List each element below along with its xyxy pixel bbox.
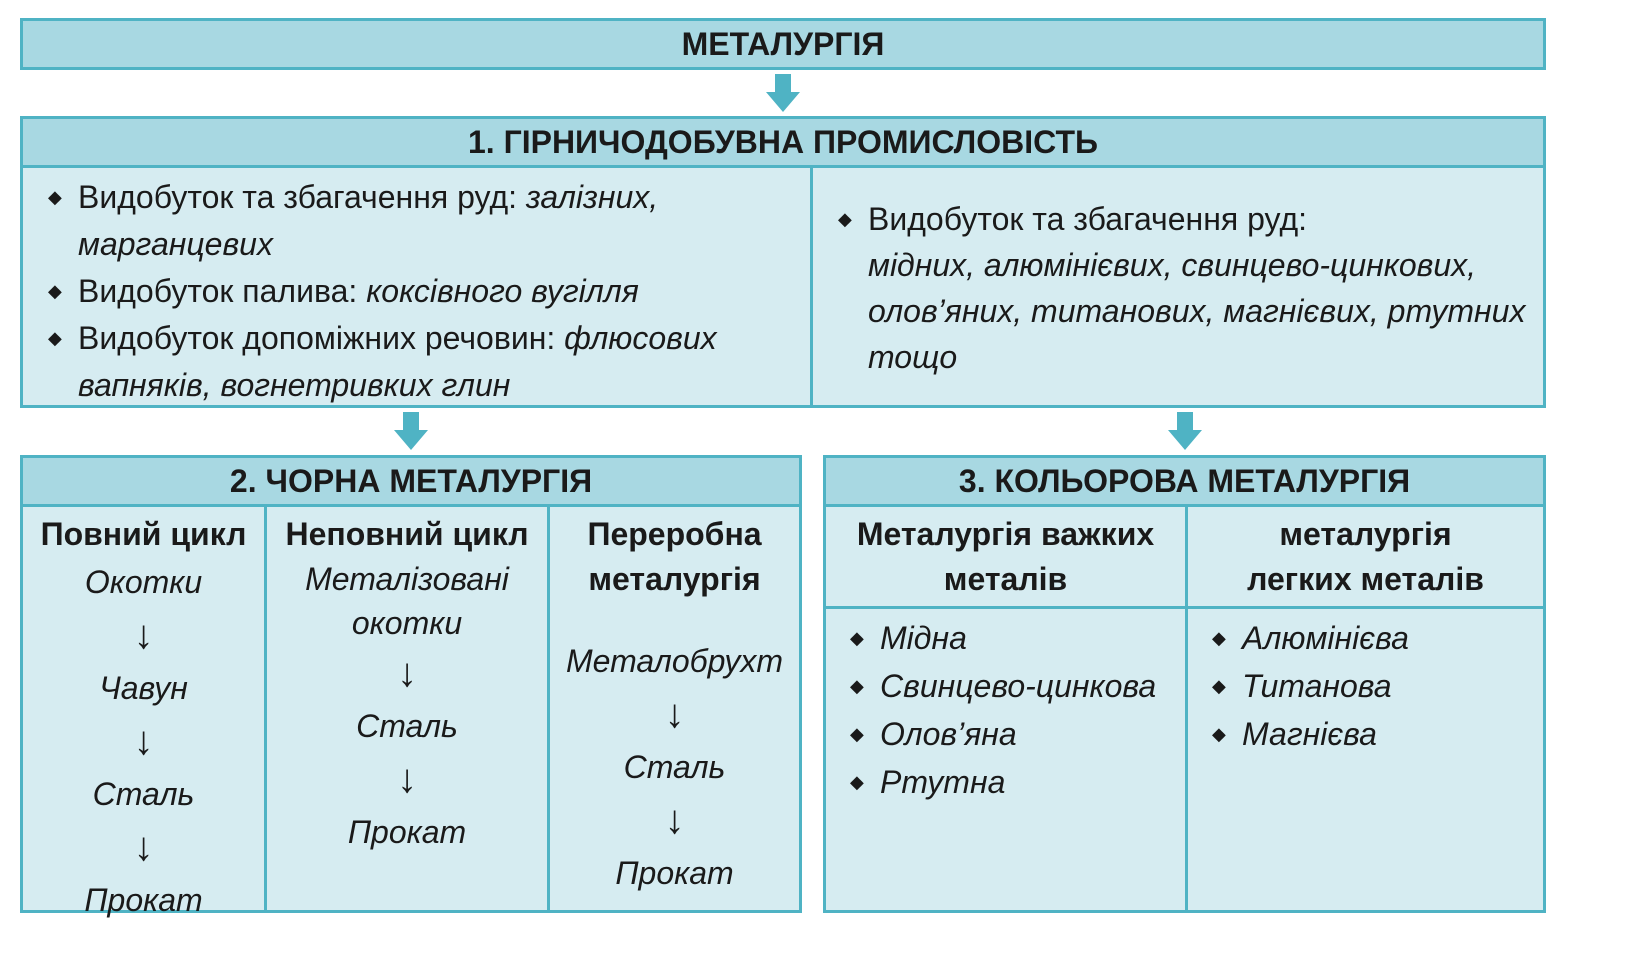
down-arrow-icon: ↓ bbox=[133, 825, 154, 869]
flow-step: Сталь bbox=[356, 708, 458, 744]
list-item bbox=[48, 315, 788, 409]
item-label: Видобуток та збагачення руд: bbox=[78, 179, 526, 215]
full-cycle-column bbox=[23, 512, 264, 925]
mining-right-list bbox=[838, 196, 1528, 380]
nonferrous-head-line bbox=[823, 606, 1546, 609]
flow-step: Чавун bbox=[99, 670, 188, 706]
list-item bbox=[838, 196, 1528, 380]
list-item: ◆ Олов’яна bbox=[850, 710, 1180, 758]
item-label: Видобуток палива: bbox=[78, 273, 367, 309]
list-item: ◆ Мідна bbox=[850, 614, 1180, 662]
nonferrous-header bbox=[823, 455, 1546, 507]
list-item bbox=[48, 268, 788, 315]
light-list bbox=[1212, 614, 1532, 758]
down-arrow-icon bbox=[766, 74, 800, 112]
flow-step: Сталь bbox=[623, 749, 726, 785]
item-detail: коксівного вугілля bbox=[366, 273, 639, 309]
partial-cycle-head: Неповний цикл bbox=[285, 516, 529, 552]
down-arrow-icon bbox=[1168, 412, 1202, 450]
recycle-column bbox=[550, 512, 799, 898]
flow-step: Сталь bbox=[92, 776, 195, 812]
list-item bbox=[48, 174, 788, 268]
ferrous-header bbox=[20, 455, 802, 507]
heavy-list bbox=[850, 614, 1180, 806]
partial-cycle-column bbox=[267, 512, 547, 857]
list-item: ◆ Титанова bbox=[1212, 662, 1532, 710]
mining-left-list bbox=[48, 174, 788, 409]
item-label: Видобуток та збагачення руд: bbox=[868, 201, 1308, 237]
nonferrous-title: 3. КОЛЬОРОВА МЕТАЛУРГІЯ bbox=[958, 462, 1411, 499]
down-arrow-icon: ↓ bbox=[133, 613, 154, 657]
mining-header bbox=[20, 116, 1546, 168]
list-item: ◆ Свинцево-цинкова bbox=[850, 662, 1180, 710]
list-item: ◆ Магнієва bbox=[1212, 710, 1532, 758]
down-arrow-icon: ↓ bbox=[664, 798, 685, 842]
main-title-box bbox=[20, 18, 1546, 70]
mining-title: 1. ГІРНИЧОДОБУВНА ПРОМИСЛОВІСТЬ bbox=[467, 123, 1098, 160]
item-detail: залізних, марганцевих bbox=[78, 179, 659, 262]
flow-step: Металізовані окотки bbox=[305, 561, 509, 641]
light-head-cell bbox=[1188, 512, 1543, 602]
full-cycle-head: Повний цикл bbox=[40, 516, 247, 552]
down-arrow-icon bbox=[394, 412, 428, 450]
item-detail: мідних, алюмінієвих, свинцево-цинкових, олов’яних, титанових, магнієвих, ртутних тощо bbox=[868, 247, 1526, 375]
ferrous-title: 2. ЧОРНА МЕТАЛУРГІЯ bbox=[229, 462, 593, 499]
list-item: ◆ Ртутна bbox=[850, 758, 1180, 806]
item-label: Видобуток допоміжних речовин: bbox=[78, 320, 565, 356]
flow-step: Окотки bbox=[84, 564, 203, 600]
recycle-head: Переробна металургія bbox=[587, 516, 762, 597]
flow-step: Прокат bbox=[347, 814, 467, 850]
flow-step: Прокат bbox=[615, 855, 734, 891]
main-title: МЕТАЛУРГІЯ bbox=[681, 25, 885, 62]
light-head: металургія легких металів bbox=[1247, 516, 1484, 597]
flow-step: Прокат bbox=[84, 882, 203, 918]
list-item: ◆ Алюмінієва bbox=[1212, 614, 1532, 662]
down-arrow-icon: ↓ bbox=[397, 651, 417, 695]
down-arrow-icon: ↓ bbox=[397, 757, 417, 801]
mining-divider bbox=[810, 168, 813, 408]
down-arrow-icon: ↓ bbox=[664, 692, 685, 736]
heavy-head: Металургія важких металів bbox=[856, 516, 1155, 597]
flow-step: Металобрухт bbox=[565, 643, 784, 679]
heavy-head-cell bbox=[826, 512, 1185, 602]
down-arrow-icon: ↓ bbox=[133, 719, 154, 763]
item-detail: флюсових вапняків, вогнетривких глин bbox=[78, 320, 717, 403]
